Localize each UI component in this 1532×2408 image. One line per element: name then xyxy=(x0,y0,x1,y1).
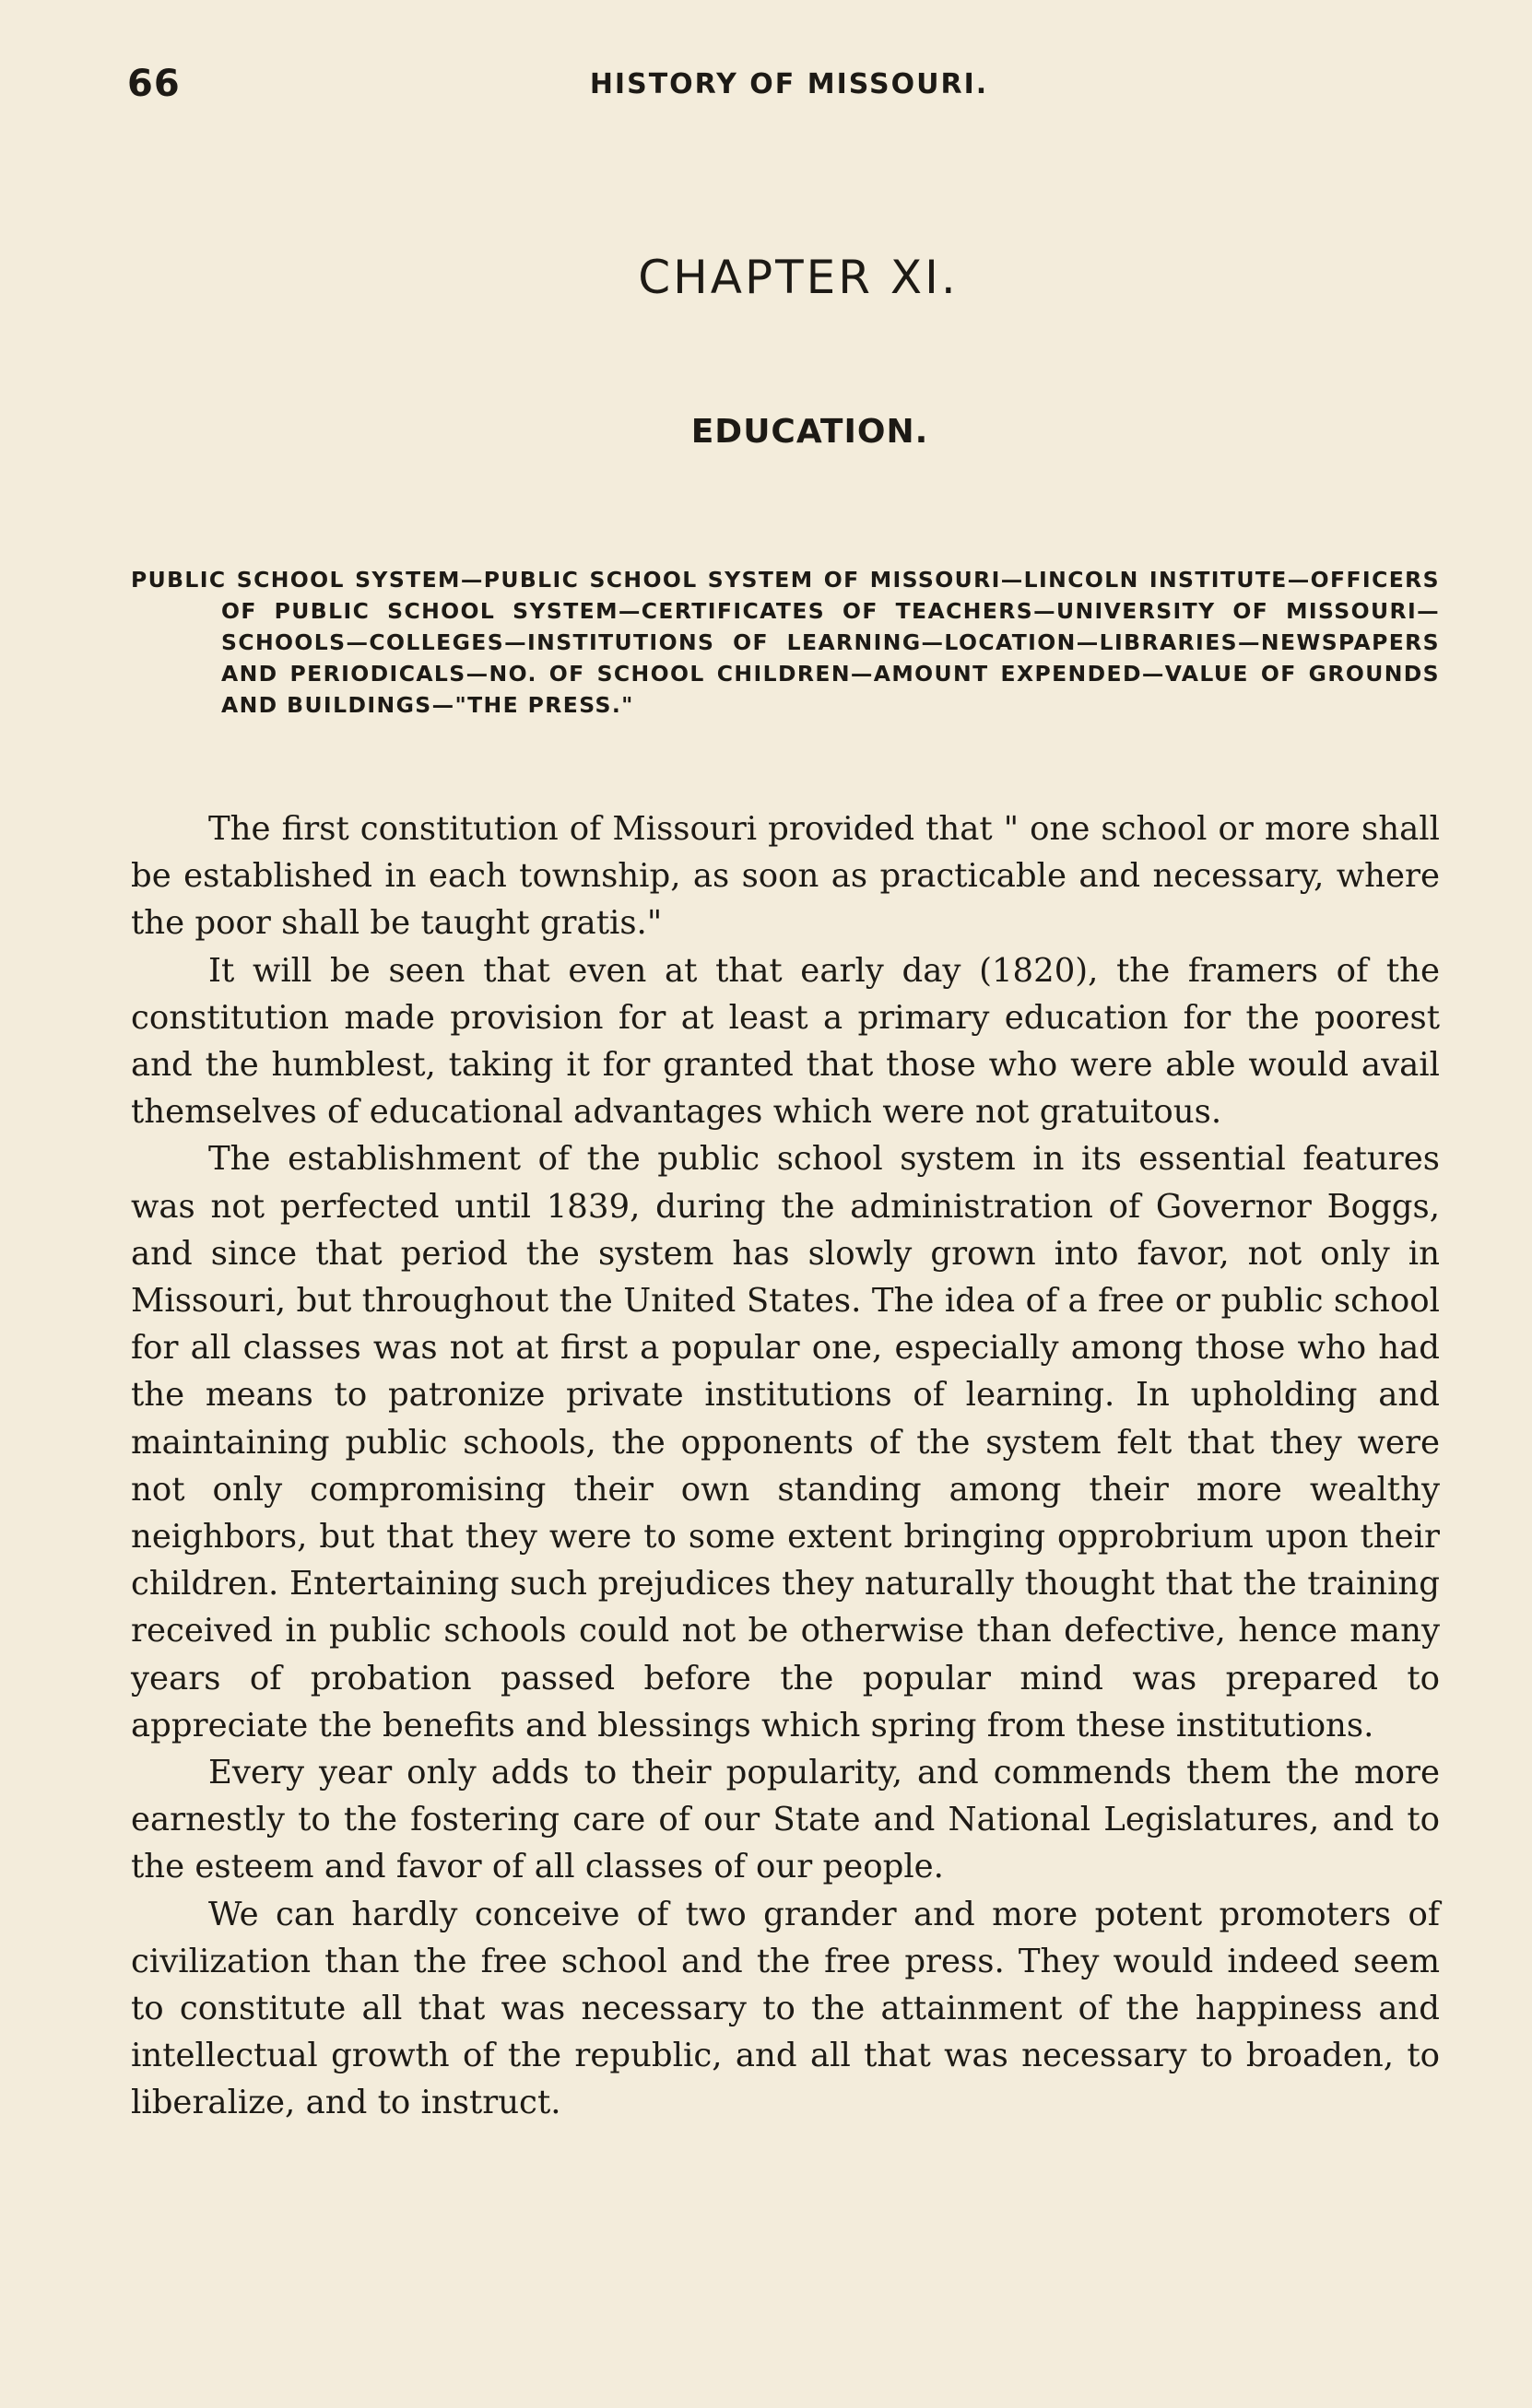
paragraph: It will be seen that even at that early day (1820), the framers of the constitution made provision for at least a primary education for the poorest and the humblest, taking it for granted that those who were able would avail themselves of educational advantages which were not gratuitous. xyxy=(131,951,1440,1132)
chapter-title: CHAPTER XI. xyxy=(638,251,959,304)
running-head: HISTORY OF MISSOURI. xyxy=(589,68,989,100)
chapter-synopsis: PUBLIC SCHOOL SYSTEM—PUBLIC SCHOOL SYSTEM OF MISSOURI—LINCOLN INSTITUTE—OFFICERS OF PUBLIC SCHOOL SYSTEM—CERTIFICATES OF TEACHERS—UNIVERSITY OF MISSOURI—SCHOOLS—COLLEGES—INSTITUTIONS OF LEARNING—LOCATION—LIBRARIES—NEWSPAPERS AND PERIODICALS—NO. OF SCHOOL CHILDREN—AMOUNT EXPENDED—VALUE OF GROUNDS AND BUILDINGS—"THE PRESS." xyxy=(131,567,1440,718)
paragraph: The establishment of the public school system in its essential features was not perfected until 1839, during the administration of Governor Boggs, and since that period the system has slowly grown into favor, not only in Missouri, but throughout the United States. The idea of a free or public school for all classes was not at first a popular one, especially among those who had the means to patronize private institutions of learning. In upholding and maintaining public schools, the opponents of the system felt that they were not only compromising their own standing among their more wealthy neighbors, but that they were to some extent bringing opprobrium upon their children. Entertaining such prejudices they naturally thought that the training received in public schools could not be otherwise than defective, hence many years of probation passed before the popular mind was prepared to appreciate the benefits and blessings which spring from these institutions. xyxy=(131,1140,1440,1744)
body-text xyxy=(131,805,1440,2127)
paragraph: We can hardly conceive of two grander and more potent promoters of civilization than the free school and the free press. They would indeed seem to constitute all that was necessary to the attainment of the happiness and intellectual growth of the republic, and all that was necessary to broaden, to liberalize, and to instruct. xyxy=(131,1895,1440,2122)
paragraph: Every year only adds to their popularity, and commends them the more earnestly to the fostering care of our State and National Legislatures, and to the esteem and favor of all classes of our people. xyxy=(131,1754,1440,1886)
page-number: 66 xyxy=(127,63,181,105)
paragraph: The first constitution of Missouri provided that " one school or more shall be established in each township, as soon as practicable and necessary, where the poor shall be taught gratis." xyxy=(131,810,1440,943)
chapter-subject: EDUCATION. xyxy=(690,413,929,451)
